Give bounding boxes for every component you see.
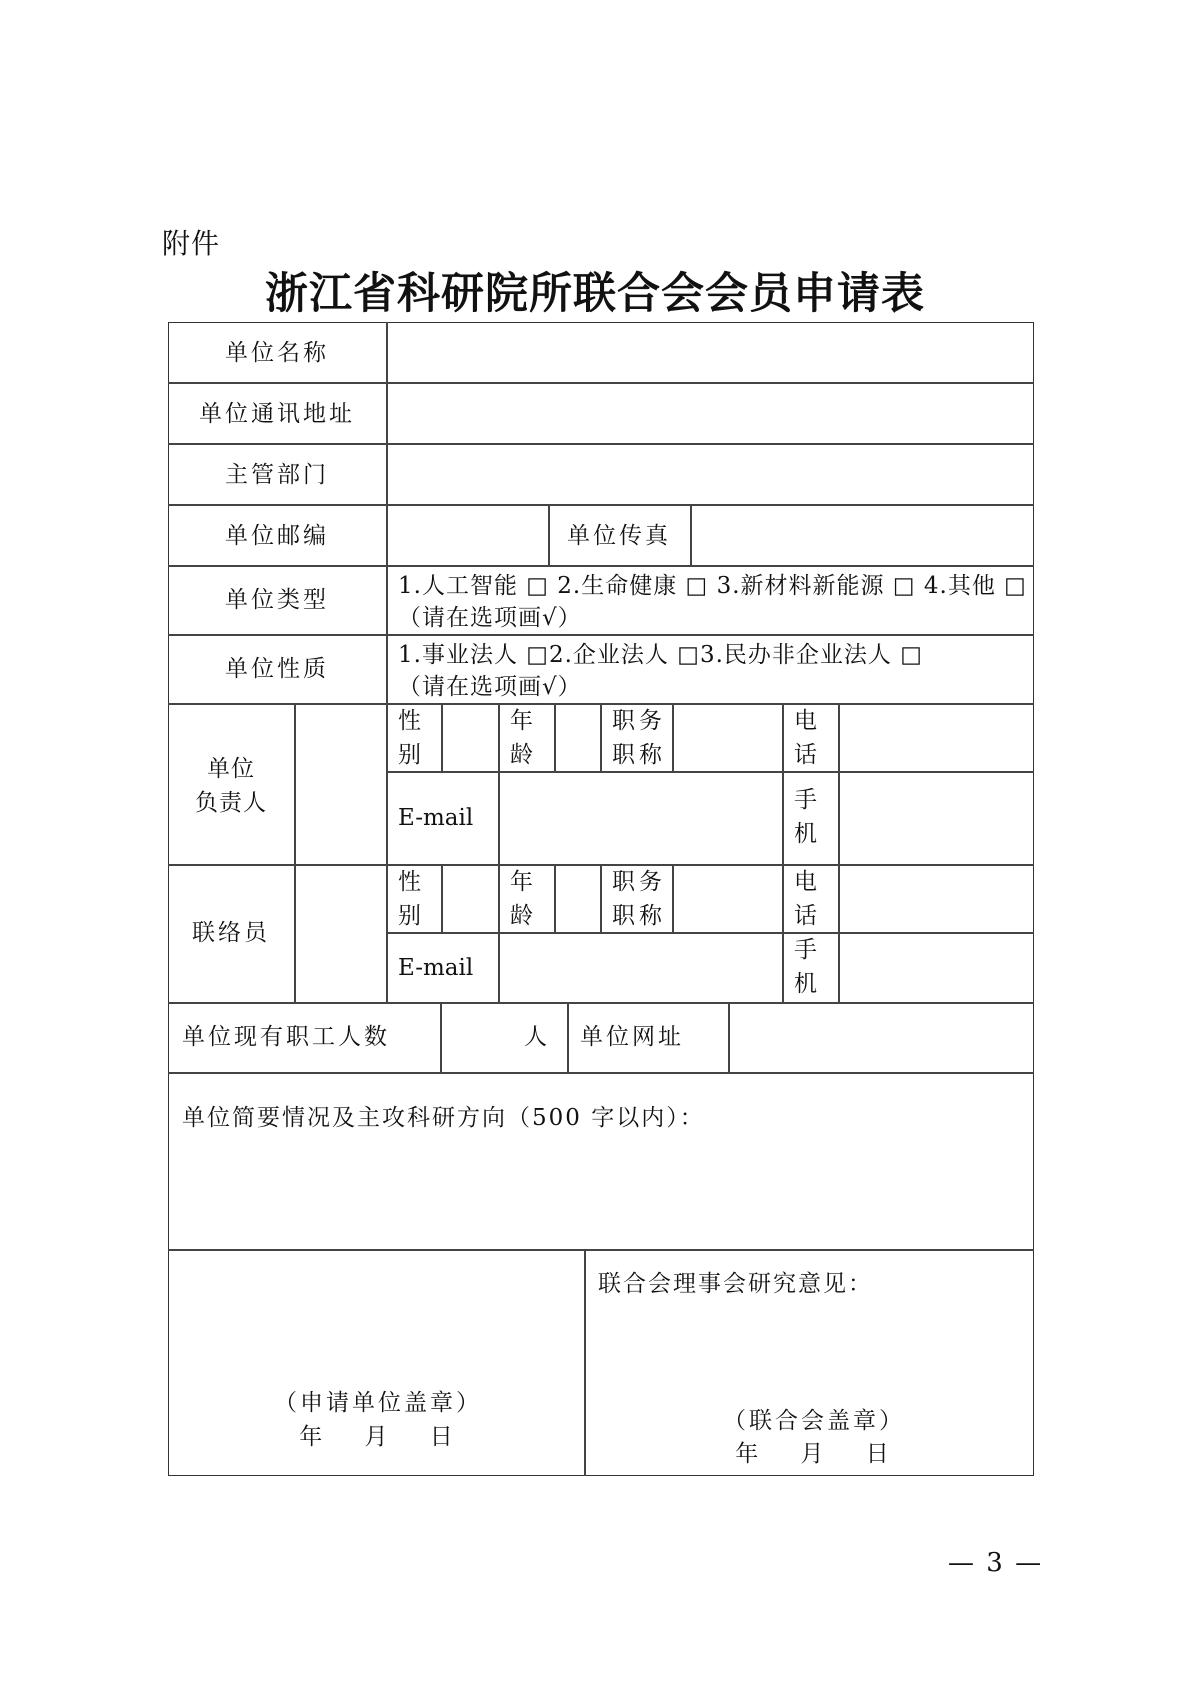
row-divider bbox=[168, 634, 1034, 636]
column-divider bbox=[672, 864, 674, 932]
row-divider bbox=[168, 504, 1034, 506]
row-divider bbox=[168, 1002, 1034, 1004]
unit-address-label: 单位通讯地址 bbox=[199, 401, 355, 427]
mobile-char: 手 bbox=[794, 937, 818, 963]
leader-label-line: 单位 bbox=[207, 756, 255, 782]
staff-count-label: 单位现有职工人数 bbox=[182, 1024, 390, 1050]
leader-phone-label bbox=[794, 704, 818, 772]
column-divider bbox=[440, 1002, 442, 1072]
unit-nature-hint: （请在选项画√） bbox=[398, 674, 582, 700]
association-date: 年 月 日 bbox=[735, 1441, 893, 1467]
unit-type-label: 单位类型 bbox=[225, 587, 329, 613]
row-divider bbox=[168, 443, 1034, 445]
position-line: 职务 bbox=[612, 708, 666, 734]
leader-label-line: 负责人 bbox=[195, 790, 267, 816]
contact-gender-label bbox=[398, 865, 422, 933]
position-line: 职称 bbox=[612, 903, 666, 929]
column-divider bbox=[728, 1002, 730, 1072]
leader-position-label bbox=[612, 704, 666, 772]
column-divider bbox=[554, 864, 556, 932]
column-divider bbox=[294, 703, 296, 1002]
mobile-char: 机 bbox=[794, 971, 818, 997]
leader-mobile-label bbox=[794, 783, 818, 851]
form-title: 浙江省科研院所联合会会员申请表 bbox=[265, 269, 925, 319]
website-label: 单位网址 bbox=[580, 1024, 684, 1050]
contact-age-label bbox=[510, 865, 534, 933]
applicant-date: 年 月 日 bbox=[299, 1424, 457, 1450]
leader-age-label bbox=[510, 704, 534, 772]
phone-char: 话 bbox=[794, 903, 818, 929]
leader-gender-label bbox=[398, 704, 422, 772]
row-divider bbox=[168, 382, 1034, 384]
position-line: 职务 bbox=[612, 869, 666, 895]
mobile-char: 机 bbox=[794, 821, 818, 847]
contact-position-label bbox=[612, 865, 666, 933]
phone-char: 电 bbox=[794, 708, 818, 734]
gender-char: 性 bbox=[398, 708, 422, 734]
association-seal: （联合会盖章） bbox=[723, 1408, 905, 1434]
phone-char: 电 bbox=[794, 869, 818, 895]
age-char: 年 bbox=[510, 869, 534, 895]
row-divider bbox=[168, 565, 1034, 567]
age-char: 年 bbox=[510, 708, 534, 734]
leader-email-label: E-mail bbox=[398, 805, 474, 831]
contact-phone-label bbox=[794, 865, 818, 933]
mobile-char: 手 bbox=[794, 787, 818, 813]
supervisor-dept-label: 主管部门 bbox=[225, 462, 329, 488]
unit-type-options: 1.人工智能 □ 2.生命健康 □ 3.新材料新能源 □ 4.其他 □ bbox=[398, 573, 1027, 599]
fax-label: 单位传真 bbox=[567, 523, 671, 549]
row-divider bbox=[386, 932, 1034, 934]
gender-char: 别 bbox=[398, 742, 422, 768]
postcode-label: 单位邮编 bbox=[225, 523, 329, 549]
staff-unit: 人 bbox=[524, 1024, 550, 1050]
unit-nature-options: 1.事业法人 □2.企业法人 □3.民办非企业法人 □ bbox=[398, 642, 923, 668]
gender-char: 别 bbox=[398, 903, 422, 929]
column-divider bbox=[441, 703, 443, 771]
column-divider bbox=[782, 703, 784, 1002]
unit-nature-label: 单位性质 bbox=[225, 656, 329, 682]
column-divider bbox=[690, 504, 692, 565]
column-divider bbox=[838, 703, 840, 1002]
column-divider bbox=[567, 1002, 569, 1072]
leader-label bbox=[168, 752, 294, 820]
row-divider bbox=[386, 771, 1034, 773]
unit-name-label: 单位名称 bbox=[225, 340, 329, 366]
applicant-seal: （申请单位盖章） bbox=[274, 1390, 482, 1416]
age-char: 龄 bbox=[510, 903, 534, 929]
column-divider bbox=[672, 703, 674, 771]
unit-type-hint: （请在选项画√） bbox=[398, 605, 582, 631]
age-char: 龄 bbox=[510, 742, 534, 768]
row-divider bbox=[168, 1072, 1034, 1074]
row-divider bbox=[168, 1249, 1034, 1251]
column-divider bbox=[441, 864, 443, 932]
gender-char: 性 bbox=[398, 869, 422, 895]
position-line: 职称 bbox=[612, 742, 666, 768]
column-divider bbox=[600, 703, 602, 771]
board-opinion-label: 联合会理事会研究意见： bbox=[598, 1271, 873, 1297]
contact-mobile-label bbox=[794, 933, 818, 1001]
attachment-label: 附件 bbox=[162, 227, 221, 260]
column-divider bbox=[386, 322, 388, 1003]
summary-label: 单位简要情况及主攻科研方向（500 字以内）： bbox=[182, 1105, 705, 1131]
column-divider bbox=[498, 703, 500, 1002]
contact-label: 联络员 bbox=[192, 920, 270, 946]
column-divider bbox=[554, 703, 556, 771]
column-divider bbox=[584, 1249, 586, 1476]
phone-char: 话 bbox=[794, 742, 818, 768]
page-number: — 3 — bbox=[948, 1548, 1044, 1578]
contact-email-label: E-mail bbox=[398, 955, 474, 981]
column-divider bbox=[600, 864, 602, 932]
